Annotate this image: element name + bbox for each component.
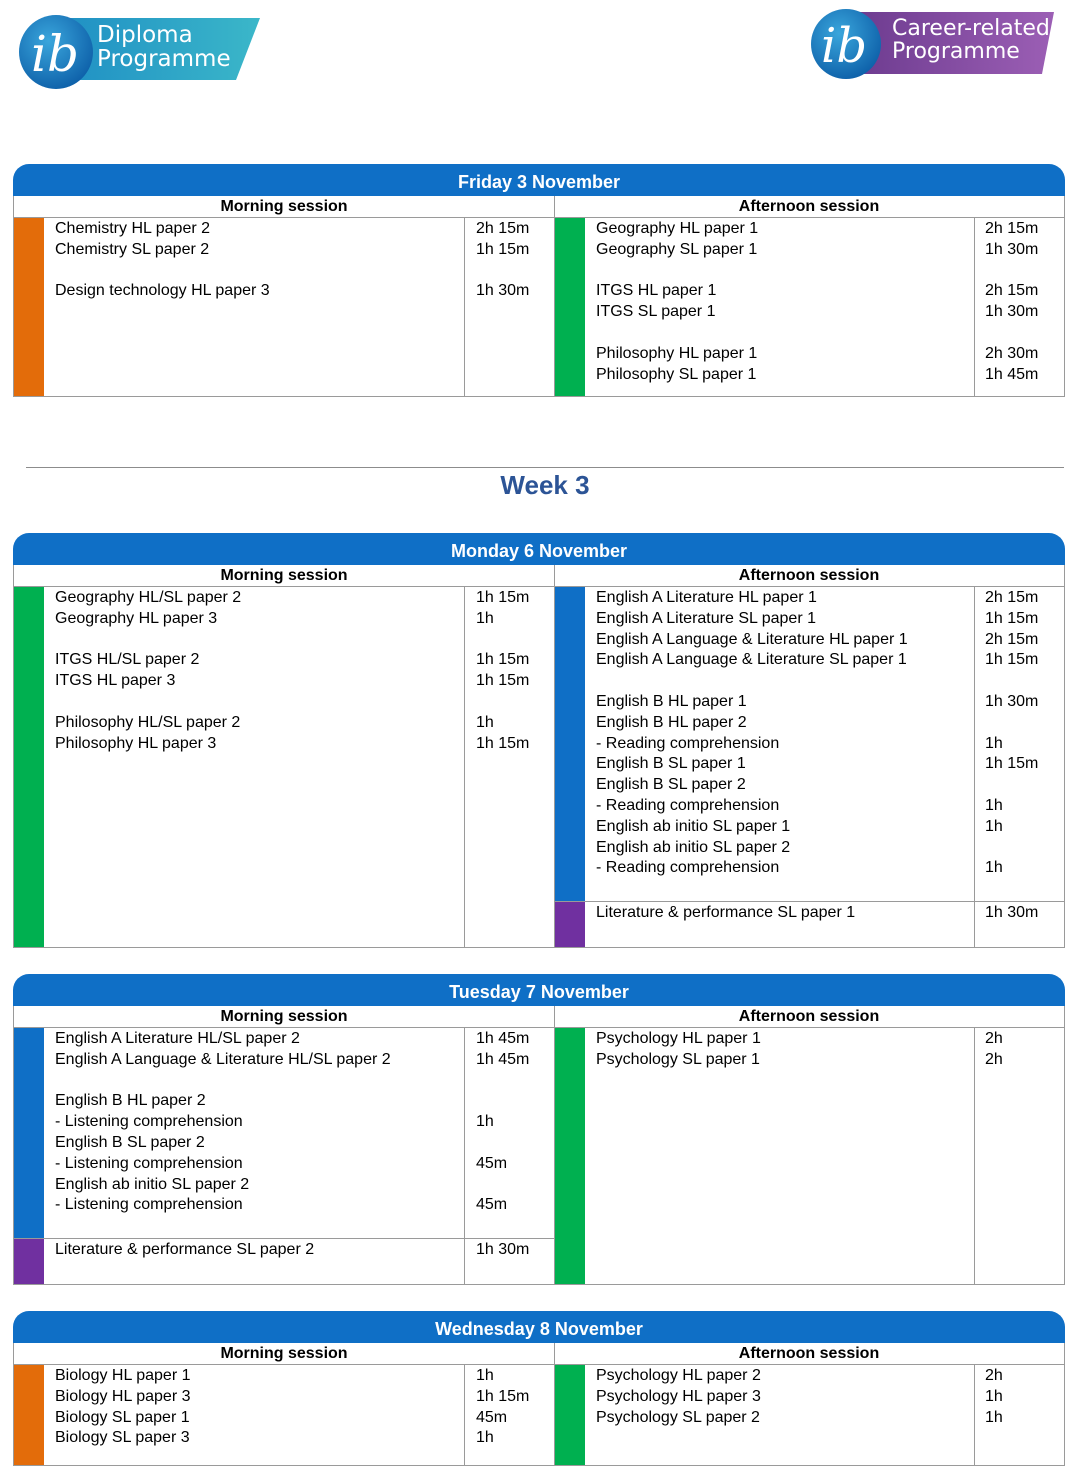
column-divider <box>464 587 465 947</box>
duration-value <box>985 713 1038 734</box>
duration-value: 1h 45m <box>476 1050 530 1068</box>
duration-value: 1h <box>985 1408 1003 1426</box>
subject-list <box>596 903 855 924</box>
subject-line: English B SL paper 2 <box>55 1133 205 1151</box>
subject-line <box>596 323 758 344</box>
subject-list <box>55 1240 314 1261</box>
subject-line: Literature & performance SL paper 1 <box>596 904 856 921</box>
cp-logo-line2: Programme <box>892 39 1020 65</box>
duration-value <box>985 261 1038 282</box>
week-title: Week 3 <box>500 470 590 500</box>
subject-color-bar <box>555 902 585 947</box>
subject-line: Philosophy HL paper 3 <box>55 734 217 752</box>
subject-line: ITGS HL paper 1 <box>596 282 717 300</box>
session-grid <box>13 565 1065 948</box>
session-grid <box>13 196 1065 397</box>
afternoon-session-header: Afternoon session <box>554 565 1064 587</box>
subject-line: Psychology HL paper 3 <box>596 1387 761 1405</box>
diploma-programme-logo <box>18 14 263 90</box>
day-title: Tuesday 7 November <box>13 974 1065 1006</box>
subject-line: English B HL paper 1 <box>596 692 747 710</box>
duration-value: 45m <box>476 1196 508 1214</box>
session-grid <box>13 1343 1065 1466</box>
duration-value: 1h 15m <box>476 651 530 669</box>
subject-line <box>596 261 758 282</box>
duration-value: 1h <box>476 1367 494 1384</box>
morning-session-header: Morning session <box>14 1343 554 1365</box>
day-title: Friday 3 November <box>13 164 1065 196</box>
subject-line: - Listening comprehension <box>55 1113 243 1131</box>
morning-session-header: Morning session <box>14 565 554 587</box>
subject-line <box>55 630 241 651</box>
subject-list <box>596 219 758 385</box>
duration-value <box>476 1133 529 1154</box>
subject-color-bar <box>555 1028 585 1284</box>
subject-line: Philosophy HL paper 1 <box>596 344 758 362</box>
duration-value: 1h 15m <box>985 755 1039 773</box>
subject-line: English B SL paper 1 <box>596 755 746 773</box>
duration-value: 2h 15m <box>985 630 1039 648</box>
afternoon-session-header: Afternoon session <box>554 1343 1064 1365</box>
subject-color-bar <box>14 1365 44 1465</box>
duration-value: 2h 15m <box>985 589 1039 606</box>
duration-value: 1h 30m <box>476 282 530 300</box>
subject-line: - Reading comprehension <box>596 796 780 814</box>
duration-list <box>985 219 1038 385</box>
duration-value: 2h 15m <box>985 220 1039 237</box>
duration-value: 2h <box>985 1367 1003 1384</box>
duration-value: 2h 15m <box>985 282 1039 300</box>
duration-value: 1h <box>476 609 494 627</box>
subject-line: English ab initio SL paper 2 <box>55 1175 250 1193</box>
duration-value: 1h 30m <box>985 692 1039 710</box>
duration-list <box>476 1240 529 1261</box>
duration-list <box>476 1366 529 1449</box>
subject-line: English A Language & Literature HL/SL paper 2 <box>55 1050 391 1068</box>
duration-list <box>476 588 529 754</box>
subject-list <box>55 1366 191 1449</box>
subject-line: Psychology SL paper 1 <box>596 1050 760 1068</box>
duration-value <box>476 261 529 282</box>
subject-line <box>596 671 908 692</box>
duration-value: 1h 15m <box>476 734 530 752</box>
subject-line: Psychology SL paper 2 <box>596 1408 760 1426</box>
subject-line: Psychology HL paper 2 <box>596 1367 761 1384</box>
duration-value: 1h <box>476 1113 494 1131</box>
subject-list <box>55 1029 391 1216</box>
duration-value: 2h 30m <box>985 344 1039 362</box>
subject-line: English A Language & Literature HL paper 1 <box>596 630 908 648</box>
dp-logo-line2: Programme <box>97 46 231 73</box>
subject-list <box>596 1029 761 1071</box>
subject-line: Geography HL/SL paper 2 <box>55 589 242 606</box>
duration-value: 1h 45m <box>985 365 1039 383</box>
duration-value <box>985 323 1038 344</box>
duration-list <box>985 903 1038 924</box>
subject-line: - Reading comprehension <box>596 859 780 877</box>
subject-list <box>596 588 908 879</box>
subject-list <box>596 1366 761 1428</box>
morning-session-header: Morning session <box>14 1006 554 1028</box>
duration-list <box>985 1029 1003 1071</box>
subject-line: English A Literature HL paper 1 <box>596 589 817 606</box>
column-divider <box>974 218 975 396</box>
subject-color-bar <box>14 1239 44 1284</box>
subject-line: Biology SL paper 1 <box>55 1408 190 1426</box>
duration-value: 1h <box>476 713 494 731</box>
duration-value <box>476 1091 529 1112</box>
row-divider <box>555 901 1064 902</box>
subject-line: Literature & performance SL paper 2 <box>55 1241 315 1258</box>
subject-line: Geography HL paper 1 <box>596 220 759 237</box>
column-divider <box>974 1028 975 1284</box>
afternoon-session-header: Afternoon session <box>554 196 1064 218</box>
subject-list <box>55 219 270 302</box>
duration-value <box>985 775 1038 796</box>
subject-color-bar <box>555 1365 585 1465</box>
day-block-tuesday <box>13 974 1065 1285</box>
column-divider <box>464 1365 465 1465</box>
duration-value <box>476 692 529 713</box>
subject-line: ITGS HL/SL paper 2 <box>55 651 200 669</box>
duration-value <box>476 630 529 651</box>
day-title: Wednesday 8 November <box>13 1311 1065 1343</box>
subject-list <box>55 588 241 754</box>
subject-line: Chemistry HL paper 2 <box>55 220 211 237</box>
subject-line: Chemistry SL paper 2 <box>55 240 210 258</box>
morning-session-header: Morning session <box>14 196 554 218</box>
row-divider <box>14 1238 554 1239</box>
subject-line: Philosophy HL/SL paper 2 <box>55 713 241 731</box>
duration-list <box>985 588 1038 879</box>
duration-value <box>985 671 1038 692</box>
subject-color-bar <box>14 218 44 396</box>
dp-logo-line1: Diploma <box>97 22 193 48</box>
duration-value: 1h 15m <box>476 240 530 258</box>
subject-line: English A Literature HL/SL paper 2 <box>55 1030 300 1047</box>
day-block-monday <box>13 533 1065 948</box>
duration-value: 1h <box>476 1429 494 1447</box>
duration-value: 45m <box>476 1154 508 1172</box>
subject-line: ITGS HL paper 3 <box>55 672 176 690</box>
subject-color-bar <box>555 587 585 901</box>
subject-line: Design technology HL paper 3 <box>55 282 270 300</box>
duration-value: 1h 30m <box>985 303 1039 321</box>
duration-list <box>985 1366 1003 1428</box>
duration-value <box>985 838 1038 859</box>
duration-value: 1h 30m <box>476 1241 530 1258</box>
subject-line <box>55 692 241 713</box>
duration-value <box>476 1175 529 1196</box>
subject-line: Biology SL paper 3 <box>55 1429 190 1447</box>
subject-color-bar <box>555 218 585 396</box>
svg-text:ib: ib <box>31 25 79 83</box>
subject-color-bar <box>14 587 44 947</box>
subject-color-bar <box>14 1028 44 1238</box>
duration-value: 1h <box>985 817 1003 835</box>
week-divider-rule <box>26 467 1064 468</box>
duration-value: 1h 15m <box>476 1387 530 1405</box>
column-divider <box>974 1365 975 1465</box>
subject-line: ITGS SL paper 1 <box>596 303 716 321</box>
column-divider <box>974 587 975 947</box>
duration-value: 1h 45m <box>476 1030 530 1047</box>
duration-value: 1h 15m <box>985 651 1039 669</box>
subject-line: - Listening comprehension <box>55 1196 243 1214</box>
session-grid <box>13 1006 1065 1285</box>
column-divider <box>464 1028 465 1284</box>
duration-value: 2h <box>985 1050 1003 1068</box>
subject-line: Geography SL paper 1 <box>596 240 758 258</box>
day-block-friday <box>13 164 1065 397</box>
subject-line <box>55 261 270 282</box>
career-related-programme-logo <box>808 8 1058 80</box>
cp-logo-line1: Career-related <box>892 16 1050 41</box>
duration-value: 2h 15m <box>476 220 530 237</box>
subject-line: English ab initio SL paper 1 <box>596 817 791 835</box>
subject-line: Geography HL paper 3 <box>55 609 218 627</box>
duration-value: 1h <box>985 859 1003 877</box>
duration-value <box>476 1071 529 1092</box>
subject-line: English ab initio SL paper 2 <box>596 838 791 856</box>
afternoon-session-header: Afternoon session <box>554 1006 1064 1028</box>
duration-value: 1h 15m <box>476 589 530 606</box>
subject-line: English A Literature SL paper 1 <box>596 609 816 627</box>
subject-line: English A Language & Literature SL paper 1 <box>596 651 907 669</box>
subject-line: - Reading comprehension <box>596 734 780 752</box>
column-divider <box>464 218 465 396</box>
duration-value: 1h 15m <box>476 672 530 690</box>
svg-text:ib: ib <box>821 18 868 74</box>
duration-value: 1h <box>985 1387 1003 1405</box>
subject-line: - Listening comprehension <box>55 1154 243 1172</box>
day-title: Monday 6 November <box>13 533 1065 565</box>
duration-value: 1h <box>985 796 1003 814</box>
duration-value: 1h <box>985 734 1003 752</box>
subject-line: English B HL paper 2 <box>55 1092 206 1110</box>
subject-line: Psychology HL paper 1 <box>596 1030 761 1047</box>
subject-line: English B SL paper 2 <box>596 776 746 794</box>
subject-line <box>55 1071 391 1092</box>
subject-line: Philosophy SL paper 1 <box>596 365 757 383</box>
duration-value: 2h <box>985 1030 1003 1047</box>
subject-line: Biology HL paper 3 <box>55 1387 191 1405</box>
day-block-wednesday <box>13 1311 1065 1466</box>
duration-value: 45m <box>476 1408 508 1426</box>
duration-value: 1h 30m <box>985 240 1039 258</box>
duration-value: 1h 30m <box>985 904 1039 921</box>
duration-value: 1h 15m <box>985 609 1039 627</box>
duration-list <box>476 219 529 302</box>
duration-list <box>476 1029 529 1216</box>
subject-line: English B HL paper 2 <box>596 713 747 731</box>
subject-line: Biology HL paper 1 <box>55 1367 191 1384</box>
